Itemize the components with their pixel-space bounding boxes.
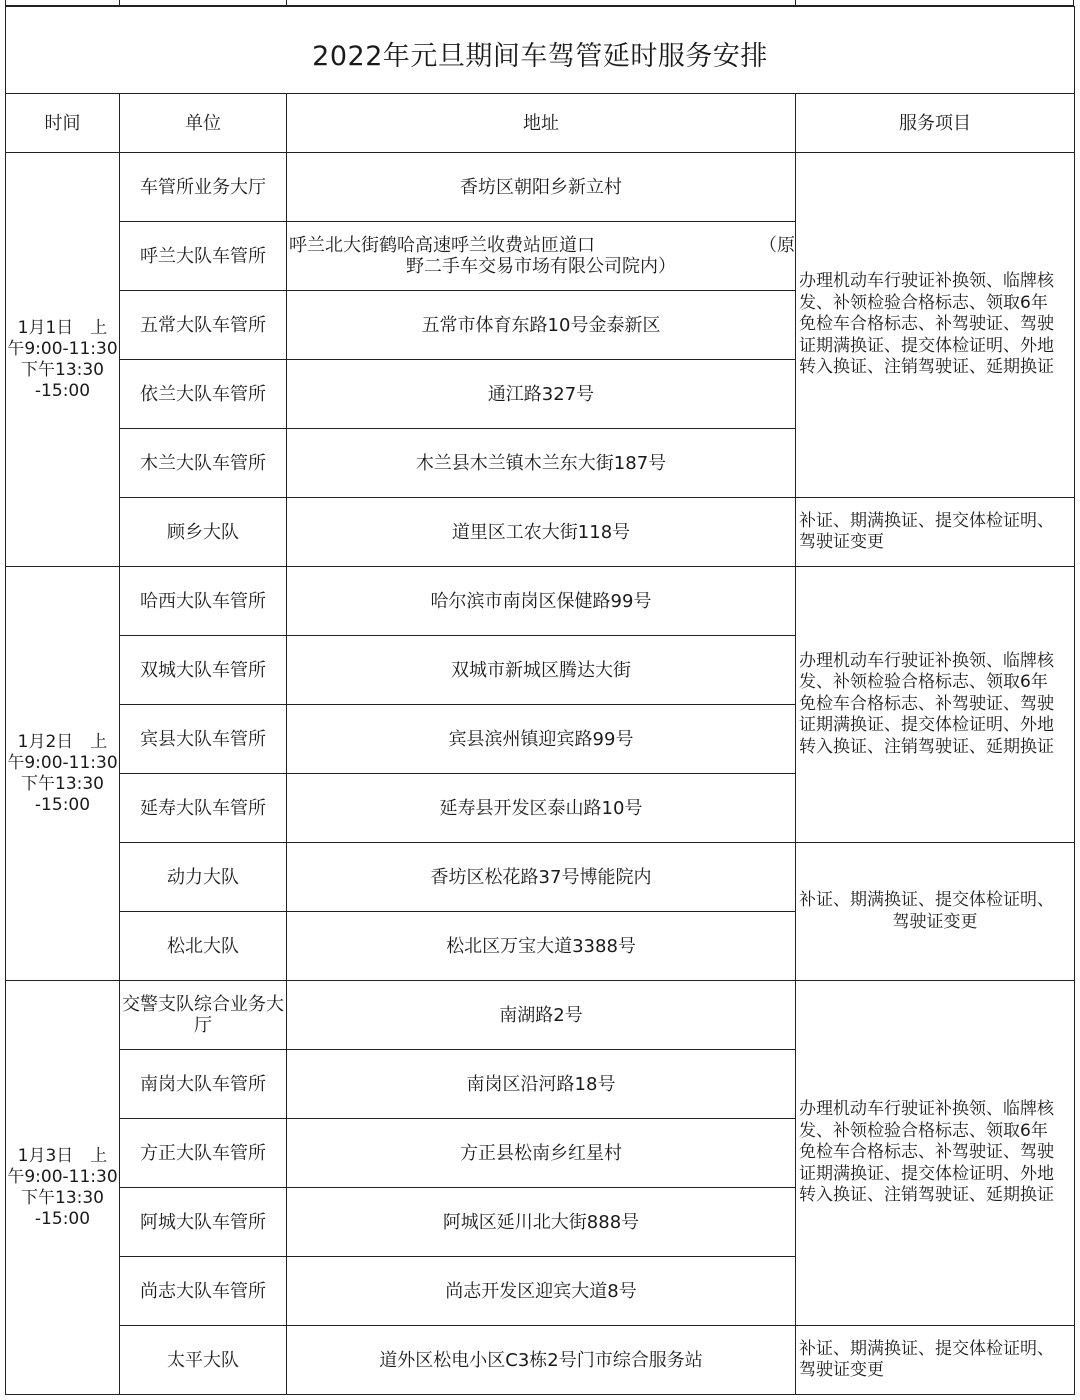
address-cell: 香坊区朝阳乡新立村 bbox=[287, 153, 796, 222]
service-cell: 办理机动车行驶证补换领、临牌核 发、补领检验合格标志、领取6年 免检车合格标志、补驾驶证、驾驶 证期满换证、提交体检证明、外地 转入换证、注销驾驶证、延期换证 bbox=[796, 153, 1075, 498]
header-address: 地址 bbox=[287, 94, 796, 153]
time-cell: 1月2日 上 午9:00-11:30 下午13:30 -15:00 bbox=[6, 567, 120, 981]
address-cell: 道里区工农大街118号 bbox=[287, 498, 796, 567]
unit-cell: 哈西大队车管所 bbox=[120, 567, 287, 636]
service-cell: 办理机动车行驶证补换领、临牌核 发、补领检验合格标志、领取6年 免检车合格标志、补驾驶证、驾驶 证期满换证、提交体检证明、外地 转入换证、注销驾驶证、延期换证 bbox=[796, 981, 1075, 1326]
table-row bbox=[6, 981, 1075, 1050]
address-cell: 呼兰北大街鹤哈高速呼兰收费站匝道口 （原 野二手车交易市场有限公司院内） bbox=[287, 222, 796, 291]
address-cell: 哈尔滨市南岗区保健路99号 bbox=[287, 567, 796, 636]
table-row bbox=[6, 567, 1075, 636]
address-cell: 五常市体育东路10号金泰新区 bbox=[287, 291, 796, 360]
schedule-table bbox=[5, 6, 1075, 1395]
unit-cell: 宾县大队车管所 bbox=[120, 705, 287, 774]
time-cell: 1月3日 上 午9:00-11:30 下午13:30 -15:00 bbox=[6, 981, 120, 1395]
table-row bbox=[6, 843, 1075, 912]
unit-cell: 尚志大队车管所 bbox=[120, 1257, 287, 1326]
unit-cell: 阿城大队车管所 bbox=[120, 1188, 287, 1257]
unit-cell: 五常大队车管所 bbox=[120, 291, 287, 360]
address-cell: 通江路327号 bbox=[287, 360, 796, 429]
unit-cell: 呼兰大队车管所 bbox=[120, 222, 287, 291]
unit-cell: 木兰大队车管所 bbox=[120, 429, 287, 498]
header-row bbox=[6, 94, 1075, 153]
table-row bbox=[6, 498, 1075, 567]
unit-cell: 方正大队车管所 bbox=[120, 1119, 287, 1188]
header-unit: 单位 bbox=[120, 94, 287, 153]
address-cell: 道外区松电小区C3栋2号门市综合服务站 bbox=[287, 1326, 796, 1395]
address-cell: 尚志开发区迎宾大道8号 bbox=[287, 1257, 796, 1326]
address-cell: 阿城区延川北大街888号 bbox=[287, 1188, 796, 1257]
unit-cell: 南岗大队车管所 bbox=[120, 1050, 287, 1119]
unit-cell: 双城大队车管所 bbox=[120, 636, 287, 705]
service-cell: 补证、期满换证、提交体检证明、 驾驶证变更 bbox=[796, 498, 1075, 567]
unit-cell: 依兰大队车管所 bbox=[120, 360, 287, 429]
address-cell: 松北区万宝大道3388号 bbox=[287, 912, 796, 981]
address-cell: 南岗区沿河路18号 bbox=[287, 1050, 796, 1119]
address-cell: 双城市新城区腾达大街 bbox=[287, 636, 796, 705]
table-row bbox=[6, 1326, 1075, 1395]
time-cell: 1月1日 上 午9:00-11:30 下午13:30 -15:00 bbox=[6, 153, 120, 567]
unit-cell: 顾乡大队 bbox=[120, 498, 287, 567]
address-cell: 木兰县木兰镇木兰东大街187号 bbox=[287, 429, 796, 498]
unit-cell: 松北大队 bbox=[120, 912, 287, 981]
header-time: 时间 bbox=[6, 94, 120, 153]
unit-cell: 交警支队综合业务大厅 bbox=[120, 981, 287, 1050]
service-cell: 补证、期满换证、提交体检证明、 驾驶证变更 bbox=[796, 843, 1075, 981]
unit-cell: 车管所业务大厅 bbox=[120, 153, 287, 222]
unit-cell: 延寿大队车管所 bbox=[120, 774, 287, 843]
unit-cell: 太平大队 bbox=[120, 1326, 287, 1395]
address-cell: 香坊区松花路37号博能院内 bbox=[287, 843, 796, 912]
service-cell: 办理机动车行驶证补换领、临牌核 发、补领检验合格标志、领取6年 免检车合格标志、补驾驶证、驾驶 证期满换证、提交体检证明、外地 转入换证、注销驾驶证、延期换证 bbox=[796, 567, 1075, 843]
unit-cell: 动力大队 bbox=[120, 843, 287, 912]
table-row bbox=[6, 153, 1075, 222]
address-cell: 延寿县开发区泰山路10号 bbox=[287, 774, 796, 843]
table-title: 2022年元旦期间车驾管延时服务安排 bbox=[6, 7, 1075, 94]
address-cell: 宾县滨州镇迎宾路99号 bbox=[287, 705, 796, 774]
address-cell: 南湖路2号 bbox=[287, 981, 796, 1050]
header-service: 服务项目 bbox=[796, 94, 1075, 153]
service-cell: 补证、期满换证、提交体检证明、 驾驶证变更 bbox=[796, 1326, 1075, 1395]
address-cell: 方正县松南乡红星村 bbox=[287, 1119, 796, 1188]
